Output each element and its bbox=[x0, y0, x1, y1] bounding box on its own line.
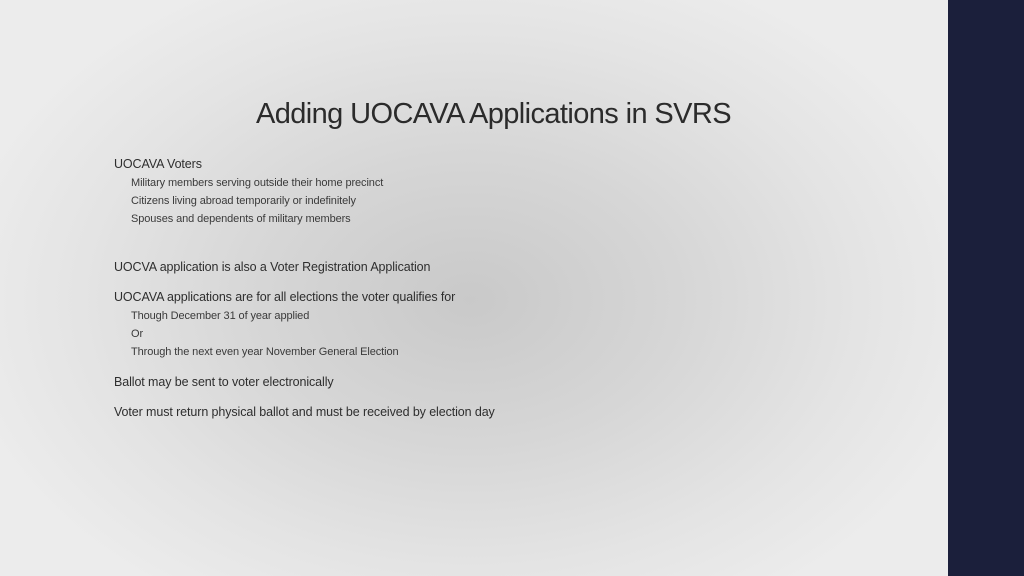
bullet-voter-registration: UOCVA application is also a Voter Registration Application bbox=[114, 260, 431, 274]
sub-bullet-military: Military members serving outside their home precinct bbox=[131, 177, 384, 189]
bullet-ballot-electronic: Ballot may be sent to voter electronically bbox=[114, 375, 334, 389]
bullet-all-elections: UOCAVA applications are for all elections the voter qualifies for bbox=[114, 290, 456, 304]
sub-bullet-or: Or bbox=[131, 328, 144, 340]
accent-side-bar bbox=[948, 0, 1024, 576]
sub-bullet-general-election: Through the next even year November General Election bbox=[131, 346, 399, 358]
sub-bullet-december: Though December 31 of year applied bbox=[131, 310, 310, 322]
sub-bullet-spouses: Spouses and dependents of military members bbox=[131, 213, 351, 225]
slide-title: Adding UOCAVA Applications in SVRS bbox=[256, 98, 732, 130]
bullet-return-ballot: Voter must return physical ballot and must be received by election day bbox=[114, 405, 495, 419]
bullet-uocava-voters: UOCAVA Voters bbox=[114, 157, 202, 171]
sub-bullet-citizens: Citizens living abroad temporarily or indefinitely bbox=[131, 195, 356, 207]
